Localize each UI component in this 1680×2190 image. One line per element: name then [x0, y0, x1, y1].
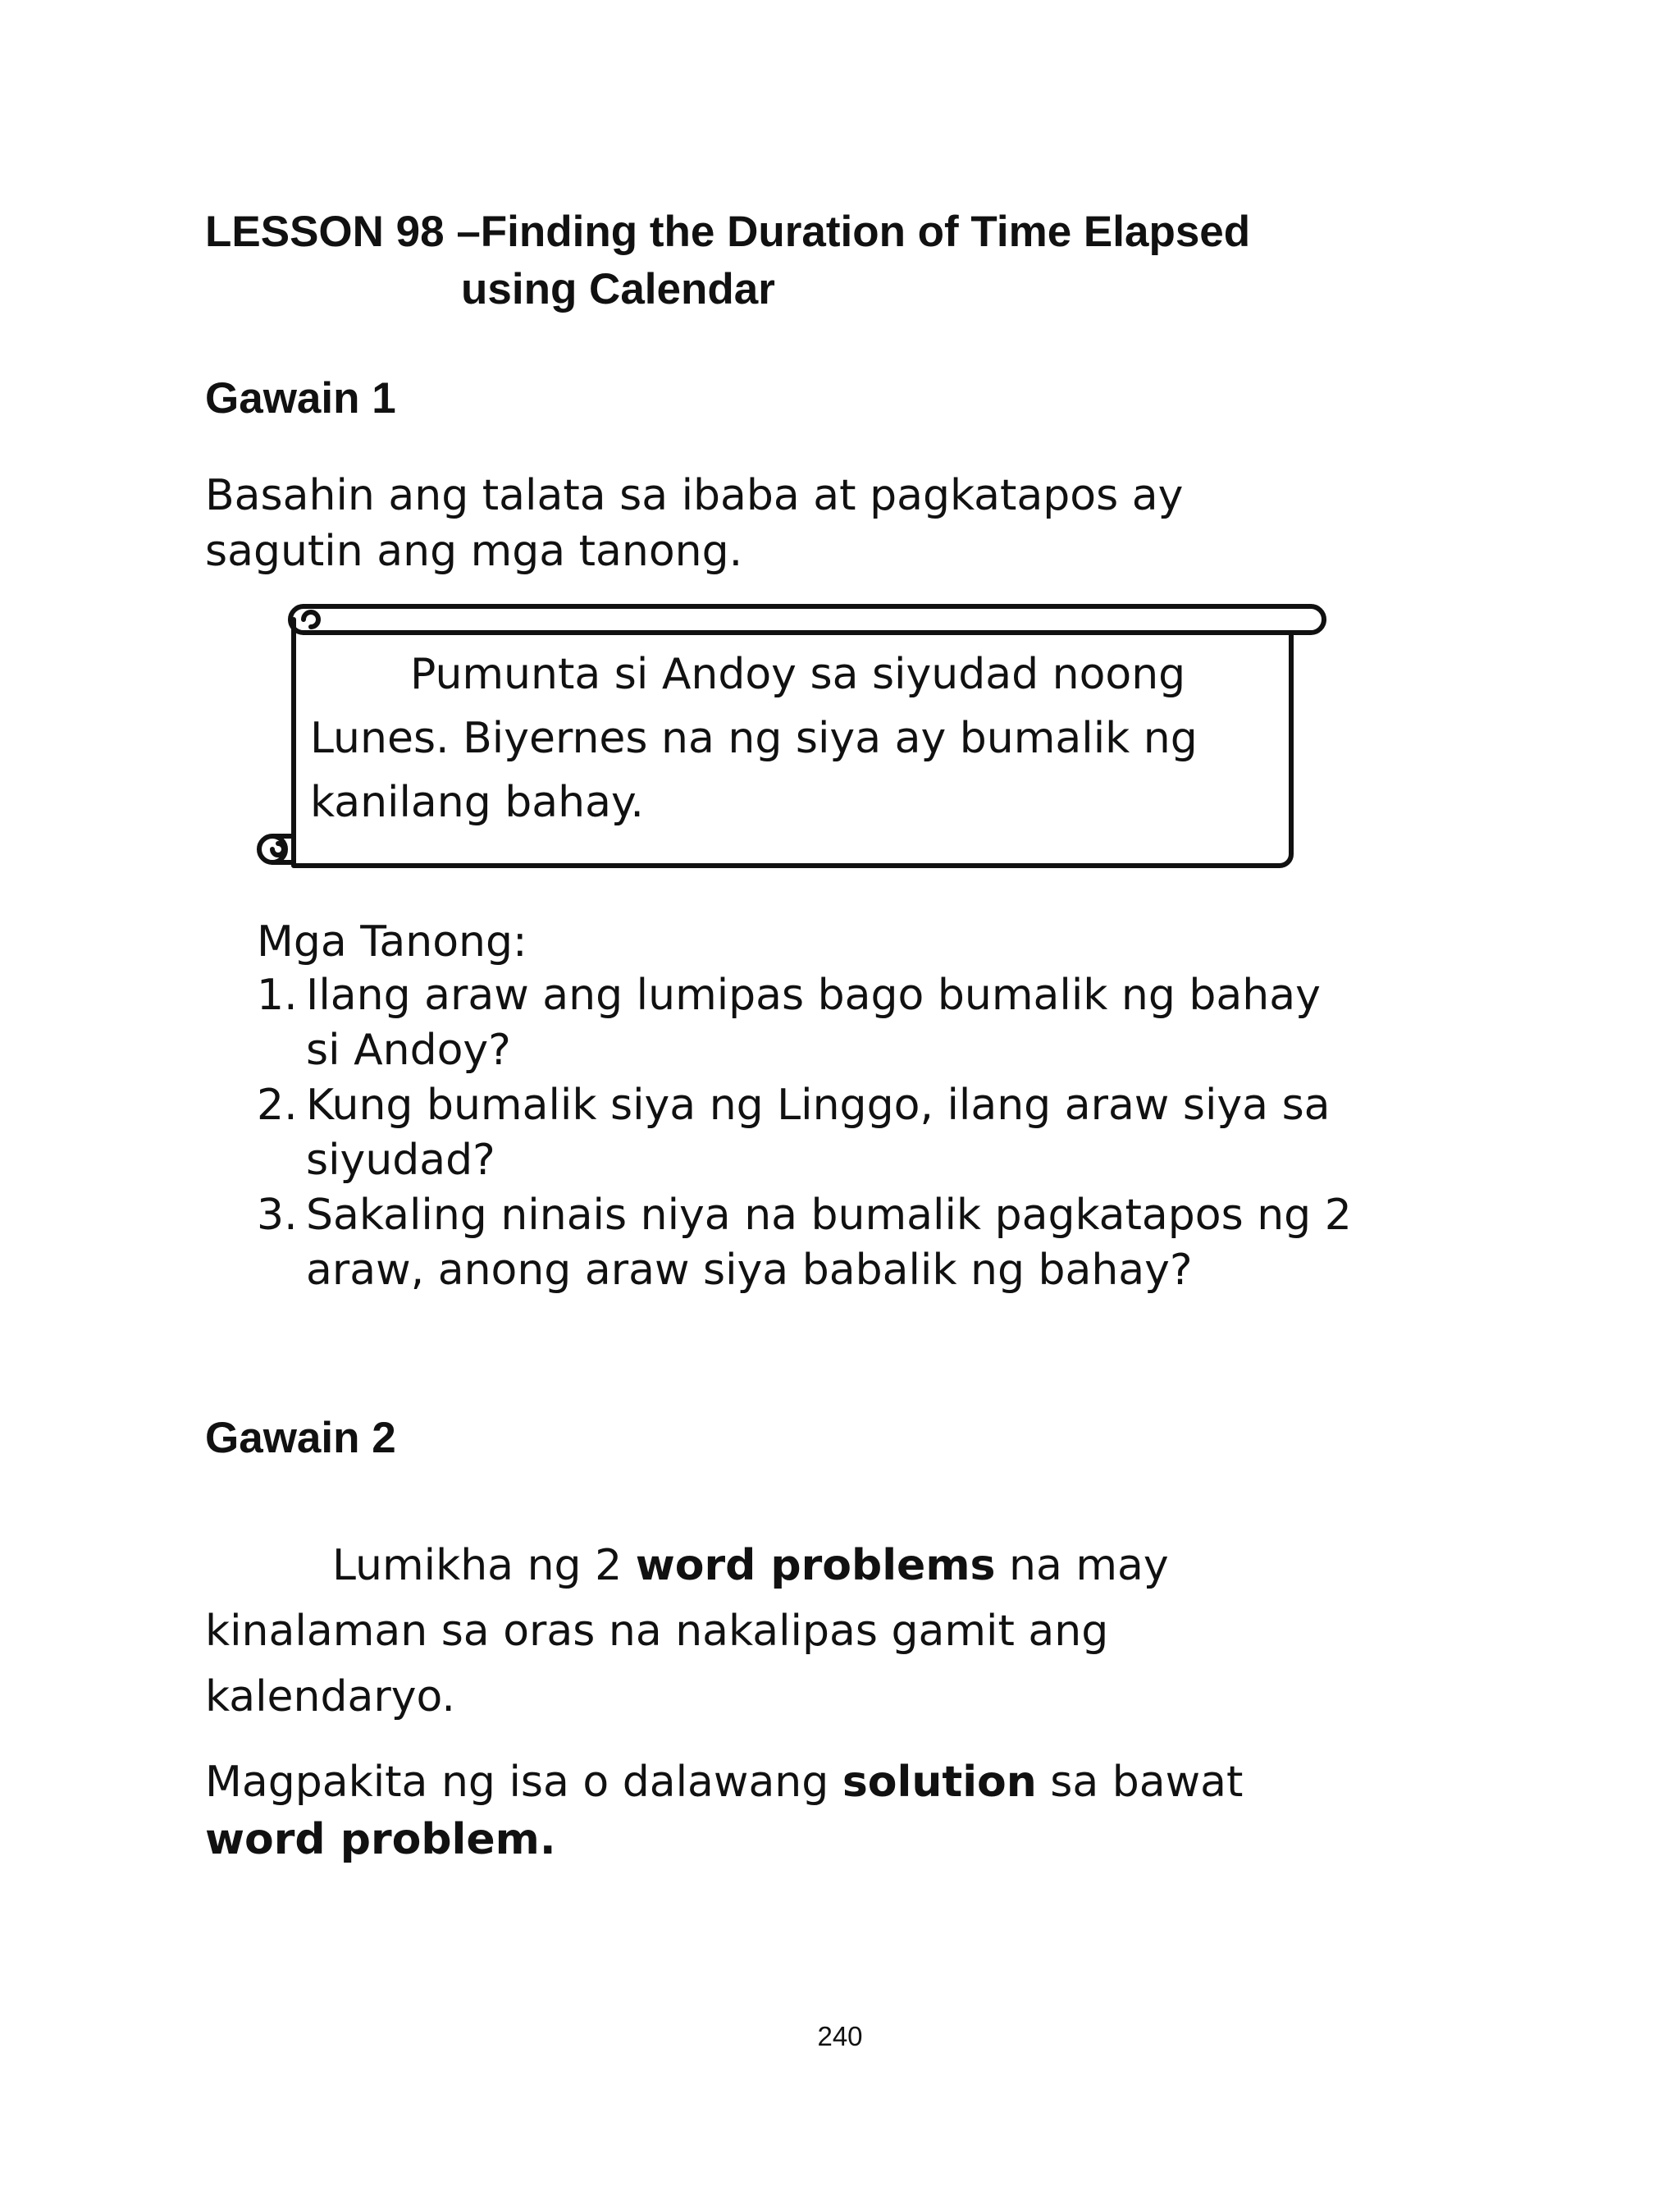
para2-text-end: sa bawat [1036, 1758, 1244, 1807]
question-number: 2. [257, 1081, 298, 1130]
para2-bold-term: solution [842, 1758, 1037, 1807]
story-passage [310, 642, 1278, 834]
gawain-1-instruction [205, 468, 1436, 579]
passage-line-2: Lunes. Biyernes na ng siya ay bumalik ng [310, 714, 1198, 763]
lesson-title-line-2: using Calendar [461, 265, 775, 313]
question-item [257, 1078, 1446, 1188]
passage-line-3: kanilang bahay. [310, 778, 644, 827]
passage-line-1: Pumunta si Andoy sa siyudad noong [410, 650, 1186, 699]
questions-list [257, 968, 1446, 1298]
question-text-continued: siyudad? [306, 1136, 495, 1185]
para1-bold-term: word problems [635, 1541, 996, 1590]
para1-text-start: Lumikha ng 2 [332, 1541, 636, 1590]
lesson-title-line-1: LESSON 98 –Finding the Duration of Time Elapsed [205, 208, 1251, 256]
page-number: 240 [817, 2021, 863, 2051]
question-item [257, 968, 1446, 1078]
gawain-2-instruction [205, 1533, 1436, 1730]
gawain-1-heading: Gawain 1 [205, 374, 396, 423]
question-number: 3. [257, 1191, 298, 1240]
passage-scroll-box [246, 595, 1329, 882]
instruction-line-1: Basahin ang talata sa ibaba at pagkatapos ay [205, 471, 1184, 520]
para2-line-2: word problem. [205, 1815, 556, 1864]
gawain-2-solution-instruction [205, 1753, 1436, 1868]
question-text: Ilang araw ang lumipas bago bumalik ng bahay [306, 971, 1321, 1020]
question-text: Kung bumalik siya ng Linggo, ilang araw siya sa [306, 1081, 1331, 1130]
questions-label: Mga Tanong: [257, 917, 527, 967]
question-text-continued: araw, anong araw siya babalik ng bahay? [306, 1246, 1193, 1295]
question-text-continued: si Andoy? [306, 1026, 511, 1075]
question-number: 1. [257, 971, 298, 1020]
question-item [257, 1188, 1446, 1298]
para2-text-start: Magpakita ng isa o dalawang [205, 1758, 842, 1807]
lesson-title [205, 203, 1250, 318]
para1-line-2: kinalaman sa oras na nakalipas gamit ang [205, 1607, 1109, 1656]
question-text: Sakaling ninais niya na bumalik pagkatapos ng 2 [306, 1191, 1352, 1240]
para1-line-3: kalendaryo. [205, 1672, 455, 1721]
gawain-2-heading: Gawain 2 [205, 1414, 396, 1462]
instruction-line-2: sagutin ang mga tanong. [205, 527, 743, 576]
para1-text-end: na may [995, 1541, 1169, 1590]
